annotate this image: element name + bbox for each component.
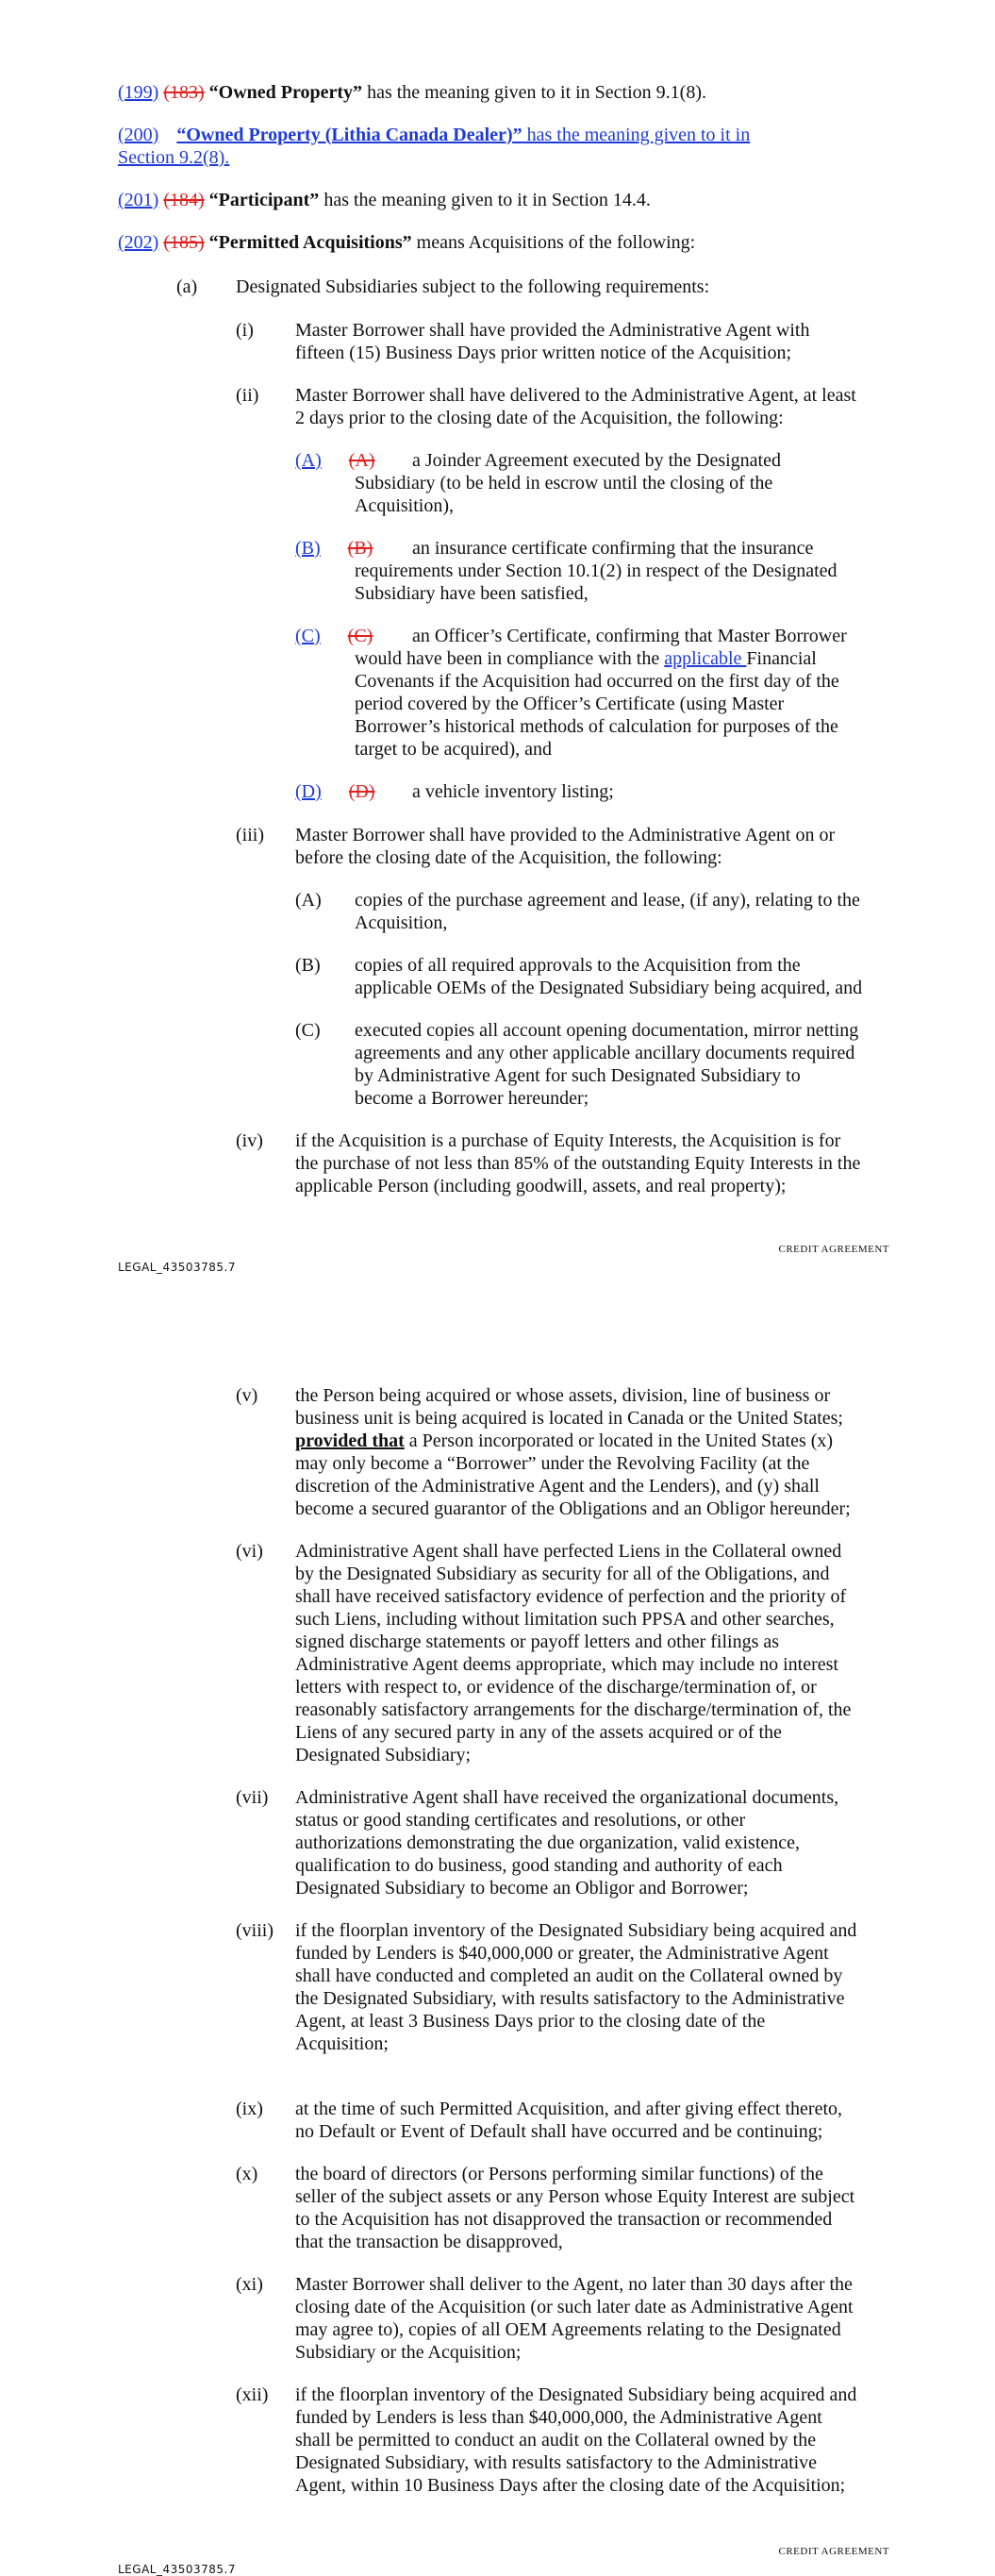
clause-i-line-2: fifteen (15) Business Days prior written notice of the Acquisition; [295, 343, 792, 363]
clause-iii-C-line-3: by Administrative Agent for such Designated Subsidiary to [355, 1065, 801, 1086]
definition-200 [118, 124, 750, 146]
definition-200-line-2 [118, 146, 229, 169]
definition-text: means Acquisitions of the following: [411, 232, 696, 253]
clause-x-label: (x) [236, 2164, 258, 2184]
clause-iii-B-line-2: applicable OEMs of the Designated Subsidiary being acquired, and [355, 978, 863, 998]
clause-iii-C-line-1: executed copies all account opening documentation, mirror netting [355, 1020, 859, 1041]
clause-vi-line-7: letters with respect to, or evidence of the discharge/termination of, or [295, 1677, 817, 1698]
text: would have been in compliance with the [355, 648, 665, 669]
clause-vi-line-10: Designated Subsidiary; [295, 1745, 472, 1765]
clause-iii-B-label: (B) [295, 955, 321, 976]
clause-x-line-3: to the Acquisition has not disapproved the transaction or recommended [295, 2209, 833, 2230]
deleted-number: (183) [163, 82, 205, 103]
clause-xi-line-4: Subsidiary or the Acquisition; [295, 2342, 522, 2363]
clause-vi-line-1: Administrative Agent shall have perfected Liens in the Collateral owned [295, 1541, 842, 1562]
deleted-label: (D) [348, 781, 375, 802]
clause-v-line-4: may only become a “Borrower” under the Revolving Facility (at the [295, 1453, 810, 1474]
clause-iii-A-label: (A) [295, 890, 322, 911]
clause-v-line-6: become a secured guarantor of the Obligations and an Obligor hereunder; [295, 1498, 851, 1519]
clause-viii-line-5: Agent, at least 3 Business Days prior to the closing date of the [295, 2011, 766, 2032]
inserted-number: (200) [118, 125, 159, 145]
clause-iii-line-1: Master Borrower shall have provided to the Administrative Agent on or [295, 825, 836, 845]
text: a Person incorporated or located in the United States (x) [404, 1430, 834, 1451]
clause-ii-A-line-3: Acquisition), [355, 495, 454, 516]
clause-iv-label: (iv) [236, 1130, 263, 1151]
clause-vi-line-5: signed discharge statements or payoff letters and other filings as [295, 1631, 780, 1652]
inserted-label: (A) [295, 450, 322, 471]
clause-xii-line-4: Designated Subsidiary, with results satisfactory to the Administrative [295, 2452, 818, 2473]
clause-ii-D-line-1: a vehicle inventory listing; [412, 781, 614, 802]
clause-vi-line-8: reasonably satisfactory arrangements for the discharge/termination of, the [295, 1699, 852, 1720]
deleted-label: (A) [348, 450, 375, 471]
clause-ix-line-1: at the time of such Permitted Acquisition, and after giving effect thereto, [295, 2099, 843, 2119]
clause-xi-label: (xi) [236, 2274, 263, 2295]
inserted-definition-text: has the meaning given to it in [522, 125, 751, 145]
clause-vi-line-2: by the Designated Subsidiary as security for all of the Obligations, and [295, 1564, 830, 1584]
clause-vi-line-6: Administrative Agent deems appropriate, which may include no interest [295, 1654, 838, 1675]
clause-ii-B-line-3: Subsidiary have been satisfied, [355, 583, 589, 604]
clause-iii-A-line-1: copies of the purchase agreement and lease, (if any), relating to the [355, 890, 860, 911]
clause-a-text: Designated Subsidiaries subject to the following requirements: [236, 276, 710, 297]
clause-xii-line-5: Agent, within 10 Business Days after the closing date of the Acquisition; [295, 2475, 846, 2496]
clause-viii-label: (viii) [236, 1920, 274, 1941]
clause-ii-C-line-5: Borrower’s historical methods of calculation for purposes of the [355, 716, 838, 737]
clause-iii-C-label: (C) [295, 1020, 321, 1041]
clause-vii-line-4: qualification to do business, good standing and authority of each [295, 1855, 783, 1876]
footer-document-title: CREDIT AGREEMENT [778, 1244, 889, 1255]
clause-ii-C-label [295, 625, 373, 647]
inserted-definition-text: Section 9.2(8). [118, 147, 230, 168]
clause-ii-A-line-2: Subsidiary (to be held in escrow until the closing of the [355, 473, 773, 493]
document-page-2 [0, 1302, 995, 2576]
clause-xi-line-1: Master Borrower shall deliver to the Agent, no later than 30 days after the [295, 2274, 853, 2295]
clause-viii-line-1: if the floorplan inventory of the Designated Subsidiary being acquired and [295, 1920, 857, 1941]
clause-vii-line-2: status or good standing certificates and resolutions, or other [295, 1810, 746, 1831]
clause-ii-C-line-3: Covenants if the Acquisition had occurred on the first day of the [355, 671, 839, 692]
clause-iii-A-line-2: Acquisition, [355, 912, 448, 933]
clause-v-line-3 [295, 1430, 833, 1452]
inserted-word: applicable [664, 648, 747, 669]
text: Financial [746, 648, 817, 669]
clause-iii-label: (iii) [236, 825, 264, 845]
clause-viii-line-2: funded by Lenders is $40,000,000 or greater, the Administrative Agent [295, 1943, 829, 1964]
clause-ii-C-line-4: period covered by the Officer’s Certificate (using Master [355, 694, 785, 714]
inserted-number: (202) [118, 232, 159, 253]
clause-iii-line-2: before the closing date of the Acquisition, the following: [295, 847, 722, 868]
clause-ii-line-1: Master Borrower shall have delivered to the Administrative Agent, at least [295, 385, 856, 406]
definition-202 [118, 231, 695, 254]
clause-xi-line-3: may agree to), copies of all OEM Agreements relating to the Designated [295, 2319, 841, 2340]
clause-i-label: (i) [236, 320, 254, 341]
defined-term: “Owned Property” [208, 82, 363, 103]
clause-v-label: (v) [236, 1385, 258, 1406]
clause-ii-A-label [295, 449, 375, 472]
footer-document-title: CREDIT AGREEMENT [778, 2546, 889, 2557]
clause-v-line-5: discretion of the Administrative Agent and the Lenders), and (y) shall [295, 1476, 820, 1497]
deleted-label: (B) [347, 538, 373, 559]
clause-v-line-2: business unit is being acquired is located in Canada or the United States; [295, 1408, 843, 1429]
deleted-number: (185) [163, 232, 205, 253]
inserted-label: (C) [295, 626, 321, 646]
inserted-label: (B) [295, 538, 321, 559]
deleted-number: (184) [163, 190, 205, 210]
clause-ii-label: (ii) [236, 385, 259, 406]
clause-iv-line-1: if the Acquisition is a purchase of Equity Interests, the Acquisition is for [295, 1130, 841, 1151]
clause-x-line-4: that the transaction be disapproved, [295, 2232, 563, 2252]
footer-document-id: LEGAL_43503785.7 [118, 1261, 236, 1274]
clause-ii-B-label [295, 537, 373, 560]
clause-a-label: (a) [176, 276, 198, 297]
clause-iii-C-line-4: become a Borrower hereunder; [355, 1088, 589, 1109]
clause-ii-C-line-6: target to be acquired), and [355, 739, 552, 760]
clause-vii-line-1: Administrative Agent shall have received the organizational documents, [295, 1787, 839, 1808]
clause-viii-line-4: the Designated Subsidiary, with results satisfactory to the Administrative [295, 1988, 845, 2009]
clause-xii-label: (xii) [236, 2384, 269, 2405]
clause-ii-B-line-2: requirements under Section 10.1(2) in respect of the Designated [355, 560, 837, 581]
clause-iii-B-line-1: copies of all required approvals to the Acquisition from the [355, 955, 801, 976]
clause-xii-line-1: if the floorplan inventory of the Designated Subsidiary being acquired and [295, 2384, 857, 2405]
clause-xii-line-2: funded by Lenders is less than $40,000,000, the Administrative Agent [295, 2407, 822, 2428]
clause-iv-line-2: the purchase of not less than 85% of the outstanding Equity Interests in the [295, 1153, 861, 1174]
inserted-label: (D) [295, 781, 322, 802]
clause-viii-line-3: shall have conducted and completed an audit on the Collateral owned by [295, 1965, 843, 1986]
clause-ix-label: (ix) [236, 2099, 263, 2119]
clause-vi-line-9: Liens of any secured party in any of the assets acquired or of the [295, 1722, 782, 1743]
clause-ii-C-line-2 [355, 647, 817, 670]
inserted-number: (199) [118, 82, 159, 103]
clause-vii-line-5: Designated Subsidiary to become an Obligor and Borrower; [295, 1878, 749, 1899]
clause-vi-line-3: shall have received satisfactory evidence of perfection and the priority of [295, 1586, 847, 1607]
clause-x-line-2: seller of the subject assets or any Person whose Equity Interest are subject [295, 2186, 855, 2207]
clause-vii-label: (vii) [236, 1787, 269, 1808]
clause-v-line-1: the Person being acquired or whose assets, division, line of business or [295, 1385, 831, 1406]
inserted-defined-term: “Owned Property (Lithia Canada Dealer)” [176, 125, 522, 145]
clause-i-line-1: Master Borrower shall have provided the Administrative Agent with [295, 320, 810, 341]
clause-ii-A-line-1: a Joinder Agreement executed by the Designated [412, 450, 781, 471]
definition-201 [118, 189, 651, 211]
clause-vi-line-4: such Liens, including without limitation such PPSA and other searches, [295, 1609, 835, 1630]
clause-vii-line-3: authorizations demonstrating the due organization, valid existence, [295, 1832, 801, 1853]
clause-ii-line-2: 2 days prior to the closing date of the Acquisition, the following: [295, 408, 784, 428]
deleted-label: (C) [347, 626, 373, 646]
clause-vi-label: (vi) [236, 1541, 263, 1562]
defined-term: “Participant” [208, 190, 320, 210]
definition-text: has the meaning given to it in Section 14.4. [319, 190, 651, 210]
clause-x-line-1: the board of directors (or Persons performing similar functions) of the [295, 2164, 823, 2184]
clause-ii-D-label [295, 780, 375, 803]
defined-term: “Permitted Acquisitions” [208, 232, 412, 253]
clause-ii-B-line-1: an insurance certificate confirming that the insurance [412, 538, 814, 559]
clause-iii-C-line-2: agreements and any other applicable ancillary documents required [355, 1043, 855, 1063]
clause-ii-C-line-1: an Officer’s Certificate, confirming that Master Borrower [412, 626, 847, 646]
inserted-number: (201) [118, 190, 159, 210]
definition-199 [118, 81, 706, 104]
definition-text: has the meaning given to it in Section 9.1(8). [362, 82, 706, 103]
clause-xii-line-3: shall be permitted to conduct an audit on the Collateral owned by the [295, 2430, 817, 2451]
clause-viii-line-6: Acquisition; [295, 2033, 389, 2054]
footer-document-id: LEGAL_43503785.7 [118, 2563, 236, 2576]
clause-ix-line-2: no Default or Event of Default shall have occurred and be continuing; [295, 2121, 823, 2142]
emphasized-phrase: provided that [295, 1430, 405, 1451]
clause-xi-line-2: closing date of the Acquisition (or such later date as Administrative Agent [295, 2297, 854, 2317]
clause-iv-line-3: applicable Person (including goodwill, assets, and real property); [295, 1176, 787, 1196]
